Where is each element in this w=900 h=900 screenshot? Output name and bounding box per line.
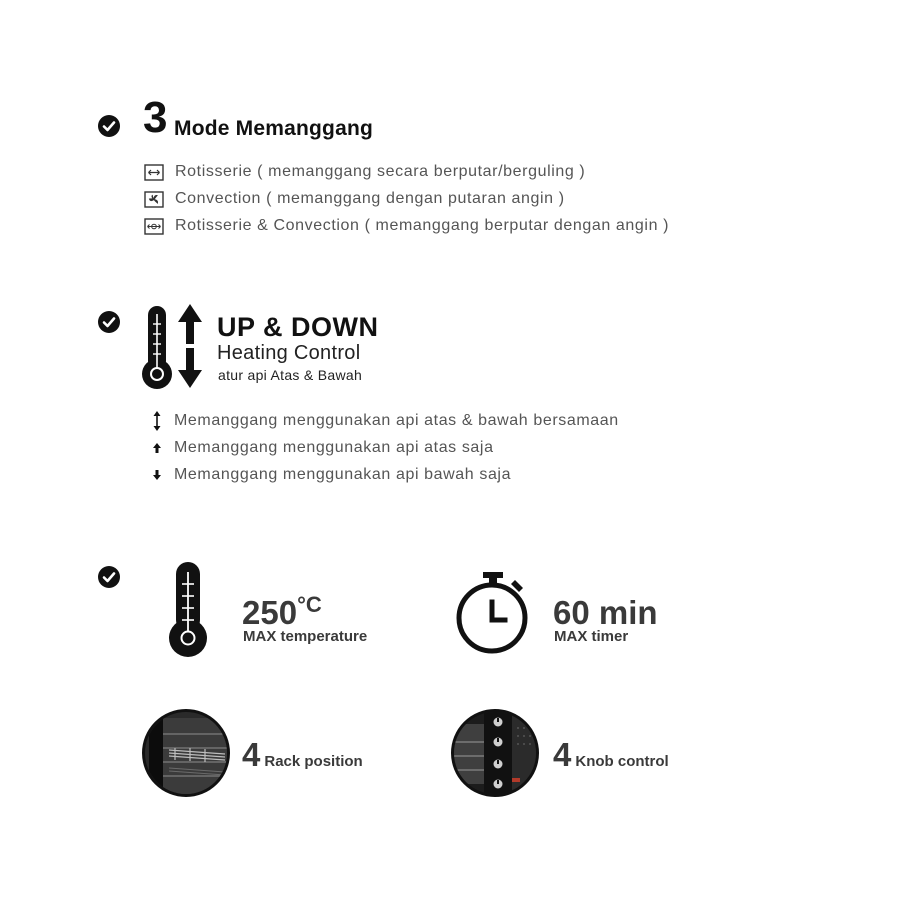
modes-title: Mode Memanggang [174,117,374,140]
up-arrow-icon [150,438,164,458]
knob-number: 4 [553,736,572,773]
temperature-label: MAX temperature [243,628,368,645]
modes-count: 3 [143,93,168,142]
mode-item-convection [144,189,565,209]
rack-spec [242,738,363,771]
mode-item-rotisserie [144,162,585,182]
heating-item-text: Memanggang menggunakan api bawah saja [174,466,512,483]
heating-item-bottom [150,465,511,485]
knob-label: Knob control [575,753,669,770]
convection-fan-icon [144,191,164,208]
heating-subtitle-2: atur api Atas & Bawah [218,367,363,383]
heating-title: UP & DOWN [217,312,379,342]
thermometer-icon [166,560,210,665]
mode-item-text: Rotisserie ( memanggang secara berputar/berguling ) [175,163,586,180]
heating-item-both [150,411,619,431]
temperature-number: 250 [242,594,298,631]
rack-number: 4 [242,736,261,773]
mode-item-text: Rotisserie & Convection ( memanggang berputar dengan angin ) [175,217,670,234]
timer-label: MAX timer [554,628,629,645]
down-arrow-icon [150,465,164,485]
heating-subtitle: Heating Control [217,342,361,364]
rack-label: Rack position [264,753,363,770]
stopwatch-icon [455,570,531,661]
check-circle-icon [98,311,120,333]
rotisserie-icon [144,164,164,181]
up-down-arrow-icon [150,411,164,431]
thermometer-updown-icon [140,302,206,399]
rack-photo [142,709,230,797]
heating-item-text: Memanggang menggunakan api atas & bawah bersamaan [174,412,619,429]
temperature-unit: °C [297,592,322,617]
temperature-value [242,592,322,631]
timer-value: 60 min [553,594,658,631]
knob-photo [451,709,539,797]
heating-item-text: Memanggang menggunakan api atas saja [174,439,494,456]
check-circle-icon [98,566,120,588]
heating-item-top [150,438,494,458]
mode-item-rotisserie-convection [144,216,669,236]
knob-spec [553,738,669,771]
mode-item-text: Convection ( memanggang dengan putaran angin ) [175,190,565,207]
check-circle-icon [98,115,120,137]
rotisserie-convection-icon [144,218,164,235]
